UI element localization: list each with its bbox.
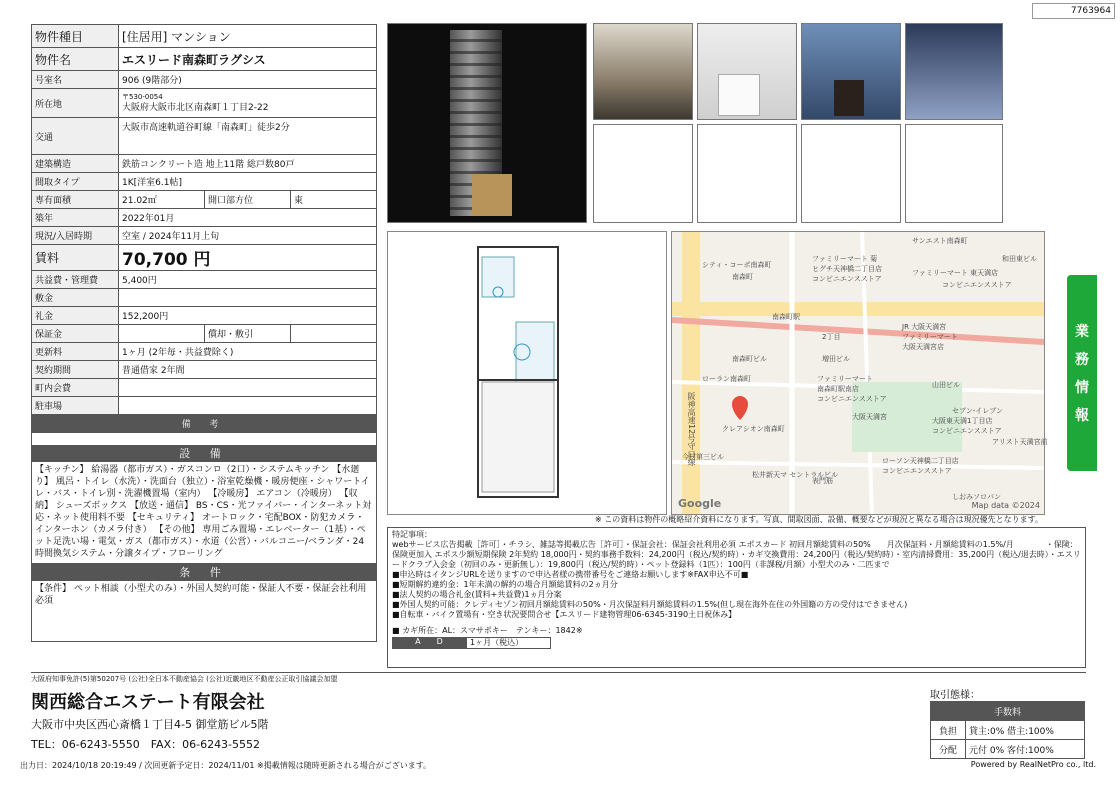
disclaimer-note: ※ この資料は物件の概略紹介資料になります。写真、間取図面、設備、概要などが現況と異なる場合は現況優先となります。 bbox=[595, 515, 1043, 524]
google-logo: Google bbox=[678, 497, 722, 510]
map-label: コンビニエンスストア bbox=[932, 427, 1002, 435]
spec-table bbox=[31, 24, 377, 452]
layout-value: 1K[洋室6.1帖] bbox=[119, 173, 377, 191]
map-label: 阪神高速12号守口線 bbox=[687, 392, 696, 467]
room-value: 906 (9階部分) bbox=[119, 71, 377, 89]
map-label: 今村第三ビル bbox=[682, 453, 724, 461]
map-label: セブン-イレブン bbox=[952, 407, 1003, 415]
map-label: コンビニエンスストア bbox=[812, 275, 882, 283]
map-label: ファミリーマート bbox=[817, 375, 873, 383]
orientation-label: 開口部方位 bbox=[205, 191, 291, 209]
building-photo bbox=[387, 23, 587, 223]
map-label: アリスト天満宮前 bbox=[992, 438, 1048, 446]
built-value: 2022年01月 bbox=[119, 209, 377, 227]
footer-right: Powered by RealNetPro co., ltd. bbox=[970, 760, 1096, 769]
footer-left: 出力日：2024/10/18 20:19:49 / 次回更新予定日：2024/11/01 ※掲載情報は随時更新される場合がございます。 bbox=[20, 761, 432, 770]
conditions-text: 【条件】 ペット相談（小型犬のみ）・外国人契約可能・保証人不要・保証会社利用必須 bbox=[31, 580, 377, 642]
equipment-header: 設 備 bbox=[31, 445, 377, 461]
property-name: エスリード南森町ラグシス bbox=[119, 48, 377, 71]
assoc-label: 町内会費 bbox=[32, 379, 119, 397]
remarks-header: 備 考 bbox=[32, 415, 377, 433]
map-label: 大阪東天満1丁目店 bbox=[932, 417, 993, 425]
map-label: 増田ビル bbox=[822, 355, 850, 363]
contract-label: 契約期間 bbox=[32, 361, 119, 379]
assoc-value bbox=[119, 379, 377, 397]
map-label: ファミリーマート bbox=[902, 333, 958, 341]
keymoney-value: 152,200円 bbox=[119, 307, 377, 325]
transport-label: 交通 bbox=[32, 118, 119, 155]
rent-value: 70,700 円 bbox=[119, 245, 377, 271]
layout-label: 間取タイプ bbox=[32, 173, 119, 191]
transport-value: 大阪市高速軌道谷町線「南森町」徒歩2分 bbox=[119, 118, 377, 155]
photo-slot-6 bbox=[593, 124, 693, 223]
company-address: 大阪市中央区西心斎橋１丁目4-5 御堂筋ビル5階 bbox=[31, 718, 269, 731]
company-name: 関西総合エステート有限会社 bbox=[31, 692, 265, 713]
kitchen-photo bbox=[697, 23, 797, 120]
map-label: 表門筋 bbox=[812, 477, 833, 485]
fee-header: 手数料 bbox=[931, 702, 1085, 721]
fee-row1-value: 貸主:0% 借主:100% bbox=[966, 721, 1085, 740]
address-value: 大阪府大阪市北区南森町１丁目2-22 bbox=[122, 103, 269, 113]
guarantee-value bbox=[119, 325, 205, 343]
map-label: ファミリーマート 東天満店 bbox=[912, 269, 999, 277]
map-label: 2丁目 bbox=[822, 333, 841, 341]
floor-plan bbox=[387, 231, 667, 515]
postal-code: 〒530-0054 bbox=[122, 93, 163, 101]
map-label: シティ・コーポ南森町 bbox=[702, 261, 772, 269]
deposit-label: 敷金 bbox=[32, 289, 119, 307]
map-label: 南森町駅南店 bbox=[817, 385, 859, 393]
structure-value: 鉄筋コンクリート造 地上11階 総戸数80戸 bbox=[119, 155, 377, 173]
transaction-label: 取引態様： bbox=[930, 690, 980, 701]
bathroom-photo bbox=[905, 23, 1003, 120]
fee-row2-label: 分配 bbox=[931, 740, 966, 759]
remarks-line: ■外国人契約可能：クレディセゾン初回月額総賃料の50%・月次保証料月額総賃料の1.5%(但し現在海外在住の外国籍の方の受付はできません) bbox=[392, 600, 908, 609]
license-text: 大阪府知事免許(5)第50207号 (公社)全日本不動産協会 (公社)近畿地区不動産公正取引協議会加盟 bbox=[31, 675, 338, 683]
map-label: 南森町駅 bbox=[772, 313, 800, 321]
equipment-text: 【キッチン】 給湯器（都市ガス）・ガスコンロ（2口）・システムキッチン 【水廻り】 風呂・トイレ（水洗）・洗面台（独立）・浴室乾燥機・暖房便座・シャワートイレ・バス・トイレ別・洗濯機置場（室内） 【冷暖房】 エアコン（冷暖房） 【収納】 シューズボックス 【放送・通信】 BS・CS・光ファイバー・インターネット対応・ネット使用料不要 【セキュリティ】 オートロック・宅配BOX・防犯カメラ・インターホン（カメラ付き） 【その他】 専用ごみ置場・エレベーター（1基）・ペット足洗い場・電気・ガス（都市ガス）・水道（公営）・バルコニー/ベランダ・24時間換気システム・分譲タイプ・フローリング bbox=[31, 461, 377, 564]
business-info-tab[interactable] bbox=[1067, 275, 1097, 471]
status-label: 現況/入居時期 bbox=[32, 227, 119, 245]
map-label: コンビニエンスストア bbox=[942, 281, 1012, 289]
fee-table bbox=[930, 701, 1085, 759]
map-label: ヒグチ天神橋二丁目店 bbox=[812, 265, 882, 273]
entrance-photo bbox=[593, 23, 693, 120]
area-label: 専有面積 bbox=[32, 191, 119, 209]
side-tab-char-4: 報 bbox=[1075, 408, 1089, 424]
parking-label: 駐車場 bbox=[32, 397, 119, 415]
map-label: コンビニエンスストア bbox=[882, 467, 952, 475]
photo-slot-7 bbox=[697, 124, 797, 223]
divider bbox=[31, 672, 1086, 673]
room-label: 号室名 bbox=[32, 71, 119, 89]
rent-label: 賃料 bbox=[32, 245, 119, 271]
category-label: 物件種目 bbox=[32, 25, 119, 48]
conditions-header: 条 件 bbox=[31, 564, 377, 580]
guarantee-label: 保証金 bbox=[32, 325, 119, 343]
map-credit: Map data ©2024 bbox=[971, 501, 1040, 510]
side-tab-char-2: 務 bbox=[1075, 352, 1089, 368]
remarks-line: ■申込時はイタンジURLを送りますので申込者様の携帯番号をご連絡お願いします※FAX申込不可■ bbox=[392, 570, 749, 579]
remarks-line: ■自転車・バイク置場有・空き状況要問合せ【エスリード建物管理06-6345-3190土日祝休み】 bbox=[392, 610, 737, 619]
washroom-photo bbox=[801, 23, 901, 120]
name-label: 物件名 bbox=[32, 48, 119, 71]
photo-slot-8 bbox=[801, 124, 901, 223]
status-value: 空室 / 2024年11月上旬 bbox=[119, 227, 377, 245]
amort-label: 償却・敷引 bbox=[205, 325, 291, 343]
map-label: JR 大阪天満宮 bbox=[902, 323, 947, 331]
ad-value: 1ヶ月（税込） bbox=[466, 637, 551, 649]
transaction-block bbox=[930, 686, 1085, 759]
contract-value: 普通借家 2年間 bbox=[119, 361, 377, 379]
category-value: [住居用] マンション bbox=[119, 25, 377, 48]
map-label: 大阪天満宮 bbox=[852, 413, 887, 421]
company-tel: TEL：06-6243-5550 FAX：06-6243-5552 bbox=[31, 738, 261, 751]
keymoney-label: 礼金 bbox=[32, 307, 119, 325]
parking-value bbox=[119, 397, 377, 415]
amort-value bbox=[291, 325, 377, 343]
remarks-line: webサービス広告掲載［許可］・チラシ、雑誌等掲載広告［許可］・保証会社：保証会社利用必須 エポスカード 初回月額総賃料の50% 月次保証料・月額総賃料の1.5%/月 ・保険：保険更加入 エポス少額短期保険 2年契約 18,000円・契約事務手数料：24,200円（税込/契約時）・カギ交換費用：24,200円（税込/契約時）・室内清掃費用：35,200円（税込/退去時）・エスリードクラブ入会金（初回のみ・更新無し）：19,800円（税込/契約時）・ペット登録料（1匹）：100円（非課税/月額）小型犬のみ・二匹まで bbox=[392, 540, 1081, 569]
fee-row2-value: 元付 0% 客付:100% bbox=[966, 740, 1085, 759]
remarks-line: 特記事項： bbox=[392, 530, 432, 539]
listing-id: 7763964 bbox=[1032, 3, 1115, 19]
location-map bbox=[671, 231, 1048, 515]
renewal-value: 1ヶ月 (2年毎・共益費除く) bbox=[119, 343, 377, 361]
map-label: クレアシオン南森町 bbox=[722, 425, 785, 433]
side-tab-char-3: 情 bbox=[1075, 380, 1089, 396]
ad-label: A D bbox=[392, 637, 466, 649]
map-label: ローソン天神橋二丁目店 bbox=[882, 457, 959, 465]
map-label: 和田東ビル bbox=[1002, 255, 1037, 263]
built-label: 築年 bbox=[32, 209, 119, 227]
mgmt-value: 5,400円 bbox=[119, 271, 377, 289]
mgmt-label: 共益費・管理費 bbox=[32, 271, 119, 289]
map-label: しおみソロバン bbox=[952, 493, 1001, 501]
side-tab-char-1: 業 bbox=[1075, 324, 1089, 340]
map-label: 南森町 bbox=[732, 273, 753, 281]
company-block bbox=[31, 674, 338, 752]
special-remarks bbox=[387, 527, 1086, 668]
photo-slot-9 bbox=[905, 124, 1003, 223]
map-label: ファミリーマート 菊 bbox=[812, 255, 878, 263]
deposit-value bbox=[119, 289, 377, 307]
renewal-label: 更新料 bbox=[32, 343, 119, 361]
address-label: 所在地 bbox=[32, 89, 119, 118]
map-label: 松井新天マ セントラルビル bbox=[752, 471, 839, 479]
map-label: サンエスト南森町 bbox=[912, 237, 968, 245]
orientation-value: 東 bbox=[291, 191, 377, 209]
remarks-line: ■法人契約の場合礼金(賃料+共益費)1ヵ月分案 bbox=[392, 590, 562, 599]
remarks-line: ■ カギ所在：AL：スマサポキー テンキー：1842※ bbox=[392, 626, 583, 635]
remarks-line: ■短期解約違約金：1年未満の解約の場合月額総賃料の2ヵ月分 bbox=[392, 580, 618, 589]
map-label: コンビニエンスストア bbox=[817, 395, 887, 403]
structure-label: 建築構造 bbox=[32, 155, 119, 173]
area-value: 21.02㎡ bbox=[119, 191, 205, 209]
map-label: ローラン南森町 bbox=[702, 375, 751, 383]
map-label: 山田ビル bbox=[932, 381, 960, 389]
fee-row1-label: 負担 bbox=[931, 721, 966, 740]
map-label: 大阪天満宮店 bbox=[902, 343, 944, 351]
map-label: 南森町ビル bbox=[732, 355, 767, 363]
